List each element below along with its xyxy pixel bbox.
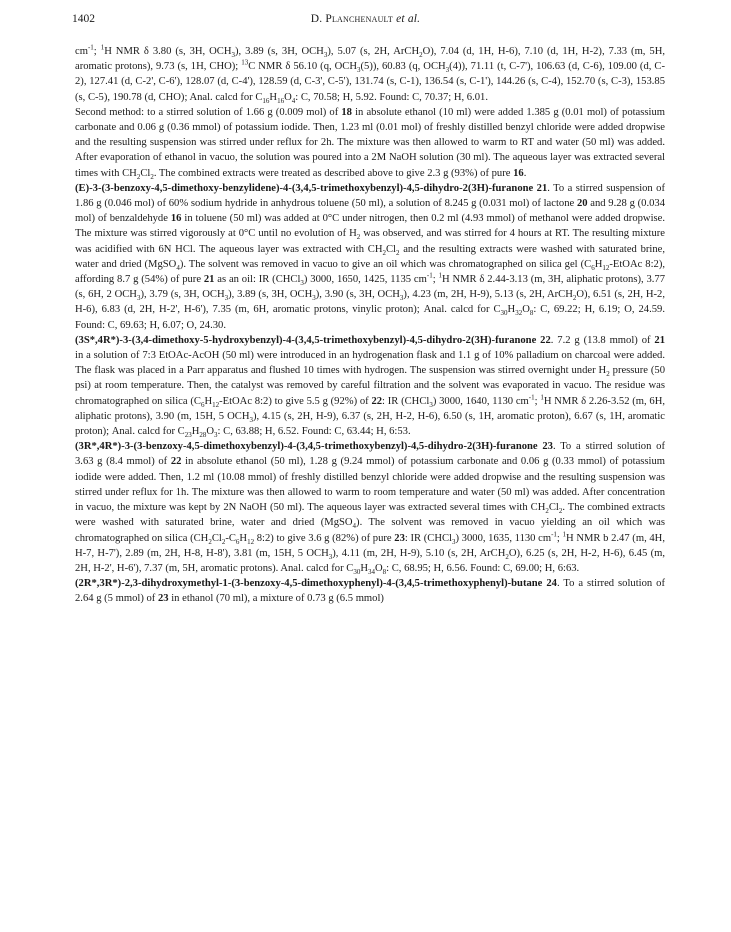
running-head-author: D. Planchenault (310, 13, 393, 25)
paragraph-second-method (75, 105, 665, 181)
text-run: 12 (247, 537, 255, 546)
text-run: (4)), 71.11 (t, C-7'), 106.63 (d, C-6), 109.00 (d, C-2), 127.41 (d, C-2', C-6'), 128.07 (d, C-4'), 128.59 (d, C-3', C-5'), 131.74 (s, C-1), 136.54 (s, C-1'), 144.26 (s, C-4), 152.70 (s, C-3), 153.85 (s, C-5), 190.78 (d, CHO); Anal. calcd for C (75, 61, 665, 103)
text-run: ; (432, 274, 439, 286)
text-run: 2 (395, 248, 400, 257)
text-run: 2 (606, 370, 610, 379)
compound-label: (E)-3-(3-benzoxy-4,5-dimethoxy-benzylidene)-4-(3,4,5-trimethoxybenzyl)-4,5-dihydro-2(3H)-furanone 21 (75, 182, 548, 194)
text-run: 1 (438, 271, 442, 280)
text-run: 2 (419, 51, 423, 60)
text-run: in ethanol (70 ml), a mixture of 0.73 g (6.5 mmol) (168, 593, 384, 605)
text-run: ) 3000, 1635, 1130 cm (455, 532, 552, 544)
text-run: ), 3.79 (s, 3H, OCH (140, 289, 225, 301)
text-run: (5)), 60.83 (q, OCH (360, 61, 446, 73)
compound-label: (3S*,4R*)-3-(3,4-dimethoxy-5-hydroxybenzyl)-4-(3,4,5-trimethoxybenzyl)-4,5-dihydro-2(3H)-furanone 22 (75, 334, 551, 346)
text-run: 13 (241, 58, 249, 67)
text-run: 2 (382, 248, 386, 257)
text-run: 2 (221, 537, 226, 546)
text-run: 8 (529, 309, 534, 318)
text-run: 3 (249, 415, 254, 424)
text-run: -1 (426, 271, 433, 280)
text-run: 1 (100, 43, 105, 52)
text-run: as an oil: IR (CHCl (214, 274, 301, 286)
text-run: ), 3.90 (s, 3H, OCH (315, 289, 400, 301)
text-run: 8:2) to give 3.6 g (82%) of pure (254, 532, 395, 544)
text-run: 1 (540, 393, 544, 402)
compound-label: 22 (170, 456, 182, 468)
compound-label: 21 (654, 334, 666, 346)
text-run: pressure (50 psi) at room temperature. Then, the catalyst was removed by careful filtration and the solvent was evaporated in vacuo. The residue was chromatographed on silica (C (75, 365, 666, 407)
text-run: O (522, 304, 530, 316)
article-body (75, 44, 665, 607)
text-run: was observed, and was stirred for 4 hours at RT. The resulting mixture was acidified with 6N HCl. The aqueous layer was extracted with CH (75, 228, 666, 255)
text-run: H (360, 562, 368, 574)
compound-label: 16 (170, 213, 182, 225)
text-run: . 7.2 g (13.8 mmol) of (550, 334, 655, 346)
text-run: 3 (300, 279, 304, 288)
text-run: 2 (558, 507, 563, 516)
text-run: 3 (429, 400, 433, 409)
text-run: 3 (312, 294, 316, 303)
running-head-etal: et al. (396, 13, 421, 25)
text-run: ), 4.11 (m, 2H, H-9), 5.10 (s, 2H, ArCH (332, 547, 506, 559)
text-run: -1 (528, 393, 535, 402)
text-run: 3 (214, 431, 218, 440)
text-run: Cl (140, 167, 151, 179)
text-run: 3 (451, 537, 456, 546)
paragraph-nmr-data-16 (75, 44, 665, 105)
text-run: H (269, 91, 278, 103)
text-run: : C, 69.22; H, 6.19; O, 24.59. Found: C, 69.63; H, 6.07; O, 24.30. (75, 304, 665, 331)
text-run: 3 (231, 51, 236, 60)
running-head (0, 13, 731, 25)
text-run: . (523, 167, 527, 179)
text-run: ), 4.23 (m, 2H, H-9), 5.13 (s, 2H, ArCH (403, 289, 573, 301)
text-run: O), 7.04 (d, 1H, H-6), 7.10 (d, 1H, H-2), 7.33 (m, 5H, aromatic protons), 9.73 (s, 1H, CHO); (75, 46, 666, 73)
text-run: 34 (367, 568, 375, 577)
text-run: H NMR δ 3.80 (s, 3H, OCH (104, 46, 232, 57)
compound-label: 16 (513, 167, 524, 179)
text-run: ; (534, 395, 541, 407)
text-run: ; (556, 532, 563, 544)
text-run: H (204, 395, 213, 407)
text-run: 12 (602, 263, 610, 272)
text-run: O), 6.51 (s, 2H, H-2, H-6), 6.83 (d, 2H, H-2', H-6'), 7.35 (m, 6H, aromatic protons, vinylic proton); Anal. calcd for C (75, 289, 665, 316)
text-run: 30 (353, 568, 361, 577)
text-run: -1 (87, 43, 94, 52)
text-run: in absolute ethanol (50 ml), 1.28 g (9.24 mmol) of potassium carbonate and 0.06 g (0.33 mmol) of potassium iodide were added. Then, 1.2 ml (10.08 mmol) of freshly distilled benzyl chloride were added dropwise and the resulting suspension was stirred under reflux for 1h. The mixture was then allowed to warm to room temperature and water (50 ml) was added. After concentration in vacuo, the mixture was kept by 2N NaOH (50 ml). The aqueous layer was extracted several times with CH (75, 456, 666, 514)
text-run: 23 (184, 431, 192, 440)
text-run: 4 (352, 522, 357, 531)
text-run: 2 (356, 233, 361, 242)
text-run: O), 6.25 (s, 2H, H-2, H-6), 6.45 (m, 2H, H-2', H-6'), 7.37 (m, 5H, aromatic protons). Anal. calcd for C (75, 547, 665, 574)
text-run: 2 (572, 294, 577, 303)
text-run: 3 (357, 66, 361, 75)
text-run: and 9.28 g (0.034 mol) of benzaldehyde (75, 198, 665, 225)
text-run: 3 (399, 294, 404, 303)
text-run: ) 3000, 1650, 1425, 1135 cm (303, 274, 427, 286)
text-run: . To a stirred suspension of 1.86 g (0.046 mol) of 60% sodium hydride in anhydrous toluene (50 ml), a solution of 8.245 g (0.031 mol) of lactone (75, 182, 665, 210)
text-run: Second method: to a stirred solution of 1.66 g (0.009 mol) of (75, 106, 342, 118)
paragraph-compound-21 (75, 181, 665, 333)
text-run: 3 (136, 294, 141, 303)
text-run: in a solution of 7:3 EtOAc-AcOH (50 ml) were introduced in an hydrogenation flask and 1.1 g of 10% palladium on charcoal were added. The flask was placed in a Parr apparatus and flushed 10 times with hydrogen. The suspension was stirred overnight under H (75, 350, 665, 377)
text-run: -1 (551, 529, 557, 538)
paragraph-compound-24 (75, 576, 665, 606)
text-run: 30 (500, 309, 508, 318)
text-run: Cl (211, 532, 222, 544)
text-run: 32 (515, 309, 523, 318)
text-run: H NMR b 2.47 (m, 4H, H-7, H-7'), 2.89 (m, 2H, H-8, H-8'), 3.81 (m, 15H, 5 OCH (75, 532, 665, 559)
text-run: H (507, 304, 516, 316)
text-run: 4 (291, 96, 296, 105)
text-run: O (374, 562, 383, 574)
compound-label: 21 (203, 274, 215, 286)
compound-label: 18 (341, 106, 352, 118)
text-run: ), 5.07 (s, 2H, ArCH (327, 46, 420, 57)
text-run: : C, 63.88; H, 6.52. Found: C, 63.44; H, 6:53. (217, 426, 411, 438)
text-run: in toluene (50 ml) was added at 0°C under nitrogen, then 0.2 ml (4.93 mmol) of methanol were added dropwise. The mixture was stirred vigorously at 0°C until no evolution of H (75, 213, 665, 240)
text-run: H (594, 258, 603, 270)
text-run: H NMR δ 2.44-3.13 (m, 3H, aliphatic protons), 3.77 (s, 6H, 2 OCH (75, 274, 665, 301)
compound-label: (2R*,3R*)-2,3-dihydroxymethyl-1-(3-benzoxy-4,5-dimethoxyphenyl)-4-(3,4,5-trimethoxyphenyl)-butane 24 (75, 578, 557, 590)
text-run: 1 (562, 529, 567, 538)
text-run: 3 (328, 552, 333, 561)
compound-label: 23 (157, 593, 169, 605)
text-run: 28 (199, 431, 207, 440)
text-run: 4 (176, 263, 180, 272)
text-run: C NMR δ 56.10 (q, OCH (248, 61, 357, 73)
text-run: 16 (262, 96, 270, 105)
text-run: ), 3.89 (s, 3H, OCH (228, 289, 313, 301)
text-run: 6 (200, 400, 205, 409)
text-run: 2 (505, 552, 509, 561)
text-run: . The combined extracts were treated as described above to give 2.3 g (93%) of pure (153, 167, 514, 179)
text-run: Cl (548, 502, 559, 514)
text-run: H NMR δ 2.26-3.52 (m, 6H, aliphatic protons), 3.90 (m, 15H, 5 OCH (75, 395, 666, 422)
text-run: -C (225, 532, 236, 544)
text-run: 2 (545, 507, 549, 516)
text-run: 2 (136, 172, 141, 181)
text-run: H (191, 426, 200, 438)
text-run: Cl (385, 243, 396, 255)
text-run: -EtOAc 8:2) to give 5.5 g (92%) of (219, 395, 372, 407)
text-run: O (284, 91, 292, 103)
text-run: O (206, 426, 215, 438)
text-run: 2 (208, 537, 212, 546)
text-run: : C, 68.95; H, 6.56. Found: C, 69.00; H, 6:63. (386, 562, 580, 574)
page-number: 1402 (72, 13, 95, 25)
text-run: . To a stirred solution of 3.63 g (8.4 mmol) of (75, 441, 665, 468)
compound-label: 23 (394, 532, 405, 544)
text-run: ). The solvent was removed in vacuo yielding an oil which was chromatographed on silica (CH (75, 517, 666, 544)
paragraph-compound-22 (75, 333, 665, 439)
page-header (0, 13, 731, 29)
text-run: : IR (CHCl (404, 532, 452, 544)
text-run: cm (75, 46, 88, 57)
text-run: 6 (235, 537, 240, 546)
text-run: -EtOAc 8:2), affording 8.7 g (54%) of pure (75, 258, 665, 286)
text-run: 2 (150, 172, 154, 181)
text-run: . To a stirred solution of 2.64 g (5 mmol) of (75, 578, 665, 605)
text-run: 3 (323, 51, 328, 60)
text-run: 8 (382, 568, 387, 577)
text-run: : IR (CHCl (382, 395, 430, 407)
text-run: 16 (277, 96, 285, 105)
paragraph-compound-23 (75, 439, 665, 576)
text-run: . The combined extracts were washed with saturated brine, water and dried (MgSO (75, 502, 665, 529)
compound-label: 20 (576, 198, 588, 210)
text-run: H (239, 532, 248, 544)
text-run: 6 (591, 263, 595, 272)
text-run: ), 4.15 (s, 2H, H-9), 6.37 (s, 2H, H-2, H-6), 6.50 (s, 1H, aromatic proton), 6.67 (s, 1H, aromatic proton); Anal. calcd for C (75, 410, 665, 438)
text-run: ), 3.89 (s, 3H, OCH (235, 46, 324, 57)
text-run: ). The solvent was removed in vacuo to give an oil which was chromatographed on silica gel (C (179, 258, 592, 270)
text-run: and the resulting extracts were washed with saturated brine, water and dried (MgSO (75, 243, 665, 270)
text-run: : C, 70.58; H, 5.92. Found: C, 70.37; H, 6.01. (295, 91, 488, 103)
compound-label: 22 (371, 395, 383, 407)
text-run: 3 (224, 294, 229, 303)
text-run: 3 (445, 66, 450, 75)
compound-label: (3R*,4R*)-3-(3-benzoxy-4,5-dimethoxybenzyl)-4-(3,4,5-trimethoxybenzyl)-4,5-dihydro-2(3H)-furanone 23 (75, 441, 553, 453)
text-run: ; (93, 46, 101, 57)
text-run: in absolute ethanol (10 ml) were added 1.385 g (0.01 mol) of potassium carbonate and 0.06 g (0.36 mmol) of potassium iodide. Then, 1.23 ml (0.01 mol) of freshly distilled benzyl chloride were added dropwise and the resulting suspension was stirred under reflux for 2h. The mixture was then allowed to warm to RT and water (50 ml) was added. After evaporation of ethanol in vacuo, the solution was poured into a 2M NaOH solution (30 ml). The aqueous layer was extracted several times with CH (75, 106, 665, 179)
text-run: 12 (212, 400, 220, 409)
text-run: ) 3000, 1640, 1130 cm (432, 395, 529, 407)
